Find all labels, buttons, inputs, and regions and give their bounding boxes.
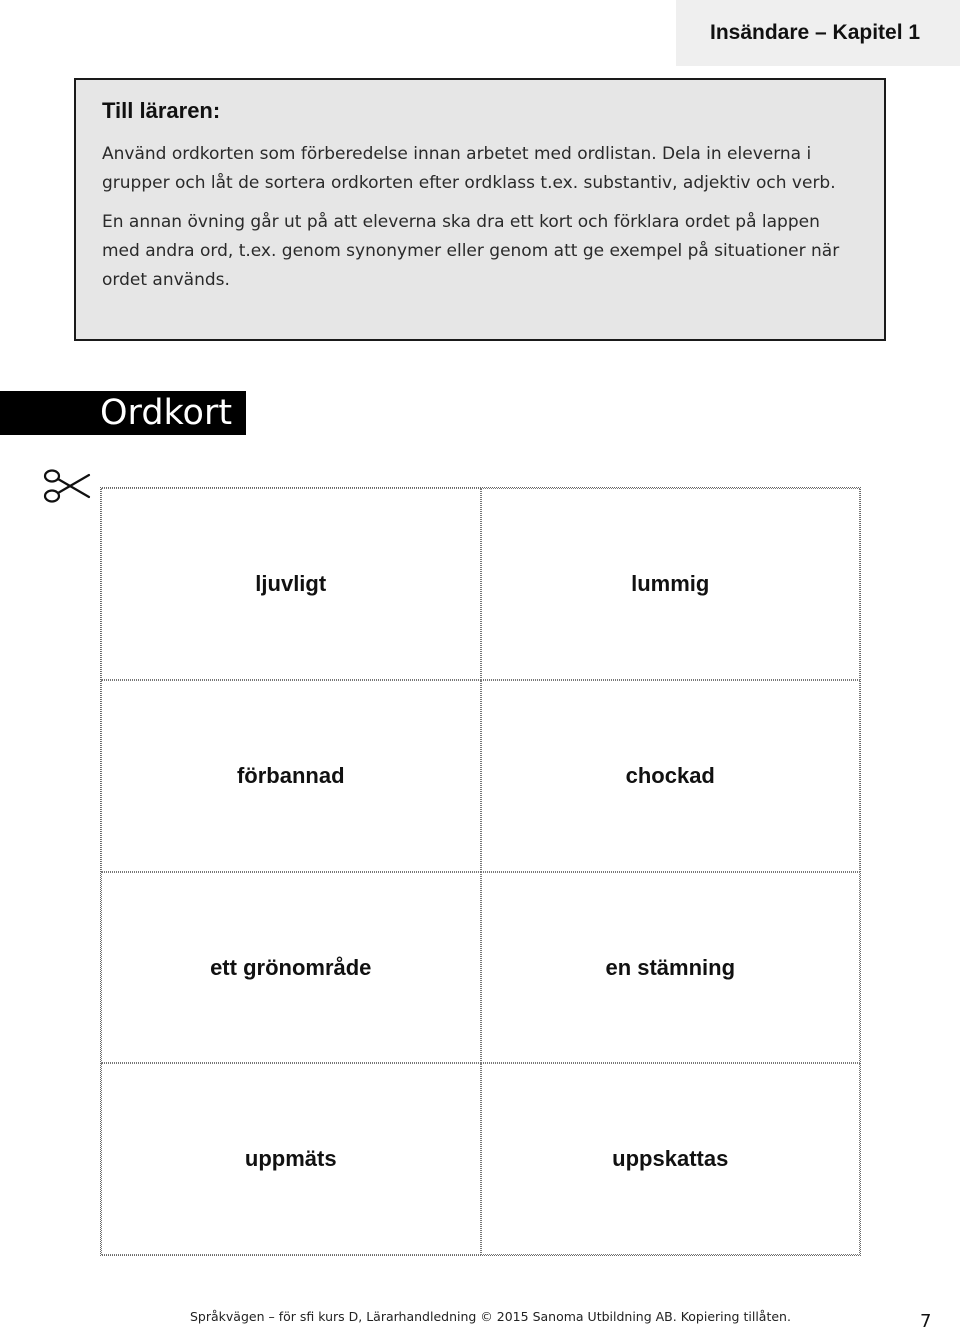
footer-credit: Språkvägen – för sfi kurs D, Lärarhandledning © 2015 Sanoma Utbildning AB. Kopiering tillåten. bbox=[190, 1309, 791, 1324]
word-card bbox=[481, 872, 861, 1064]
card-word: förbannad bbox=[236, 762, 345, 788]
word-card bbox=[481, 680, 861, 872]
teacher-note-paragraph: En annan övning går ut på att eleverna ska dra ett kort och förklara ordet på lappen med andra ord, t.ex. genom synonymer eller genom att ge exempel på situationer när ordet används. bbox=[102, 212, 840, 290]
card-word: lummig bbox=[631, 571, 710, 596]
page-number: 7 bbox=[920, 1311, 932, 1332]
teacher-note-paragraph: Använd ordkorten som förberedelse innan arbetet med ordlistan. Dela in eleverna i grupper och låt de sortera ordkorten efter ordklass t.ex. substantiv, adjektiv och verb. bbox=[102, 144, 836, 193]
card-word: ljuvligt bbox=[255, 571, 327, 596]
chapter-title: Insändare – Kapitel 1 bbox=[710, 21, 921, 44]
word-card bbox=[101, 1063, 481, 1255]
word-card-grid bbox=[100, 487, 861, 1256]
word-card bbox=[101, 680, 481, 872]
card-word: ett grönområde bbox=[210, 954, 372, 980]
teacher-note-title: Till läraren: bbox=[102, 98, 221, 123]
scissors-icon bbox=[42, 466, 92, 506]
word-card bbox=[101, 488, 481, 680]
chapter-header bbox=[676, 0, 960, 66]
card-word: chockad bbox=[625, 762, 715, 788]
card-word: en stämning bbox=[605, 954, 736, 980]
section-heading-banner bbox=[0, 391, 246, 435]
word-card bbox=[101, 872, 481, 1064]
word-card bbox=[481, 488, 861, 680]
card-word: uppmäts bbox=[244, 1146, 337, 1172]
card-word: uppskattas bbox=[612, 1146, 729, 1172]
word-card bbox=[481, 1063, 861, 1255]
section-heading: Ordkort bbox=[100, 393, 233, 433]
teacher-note-box bbox=[74, 78, 886, 341]
